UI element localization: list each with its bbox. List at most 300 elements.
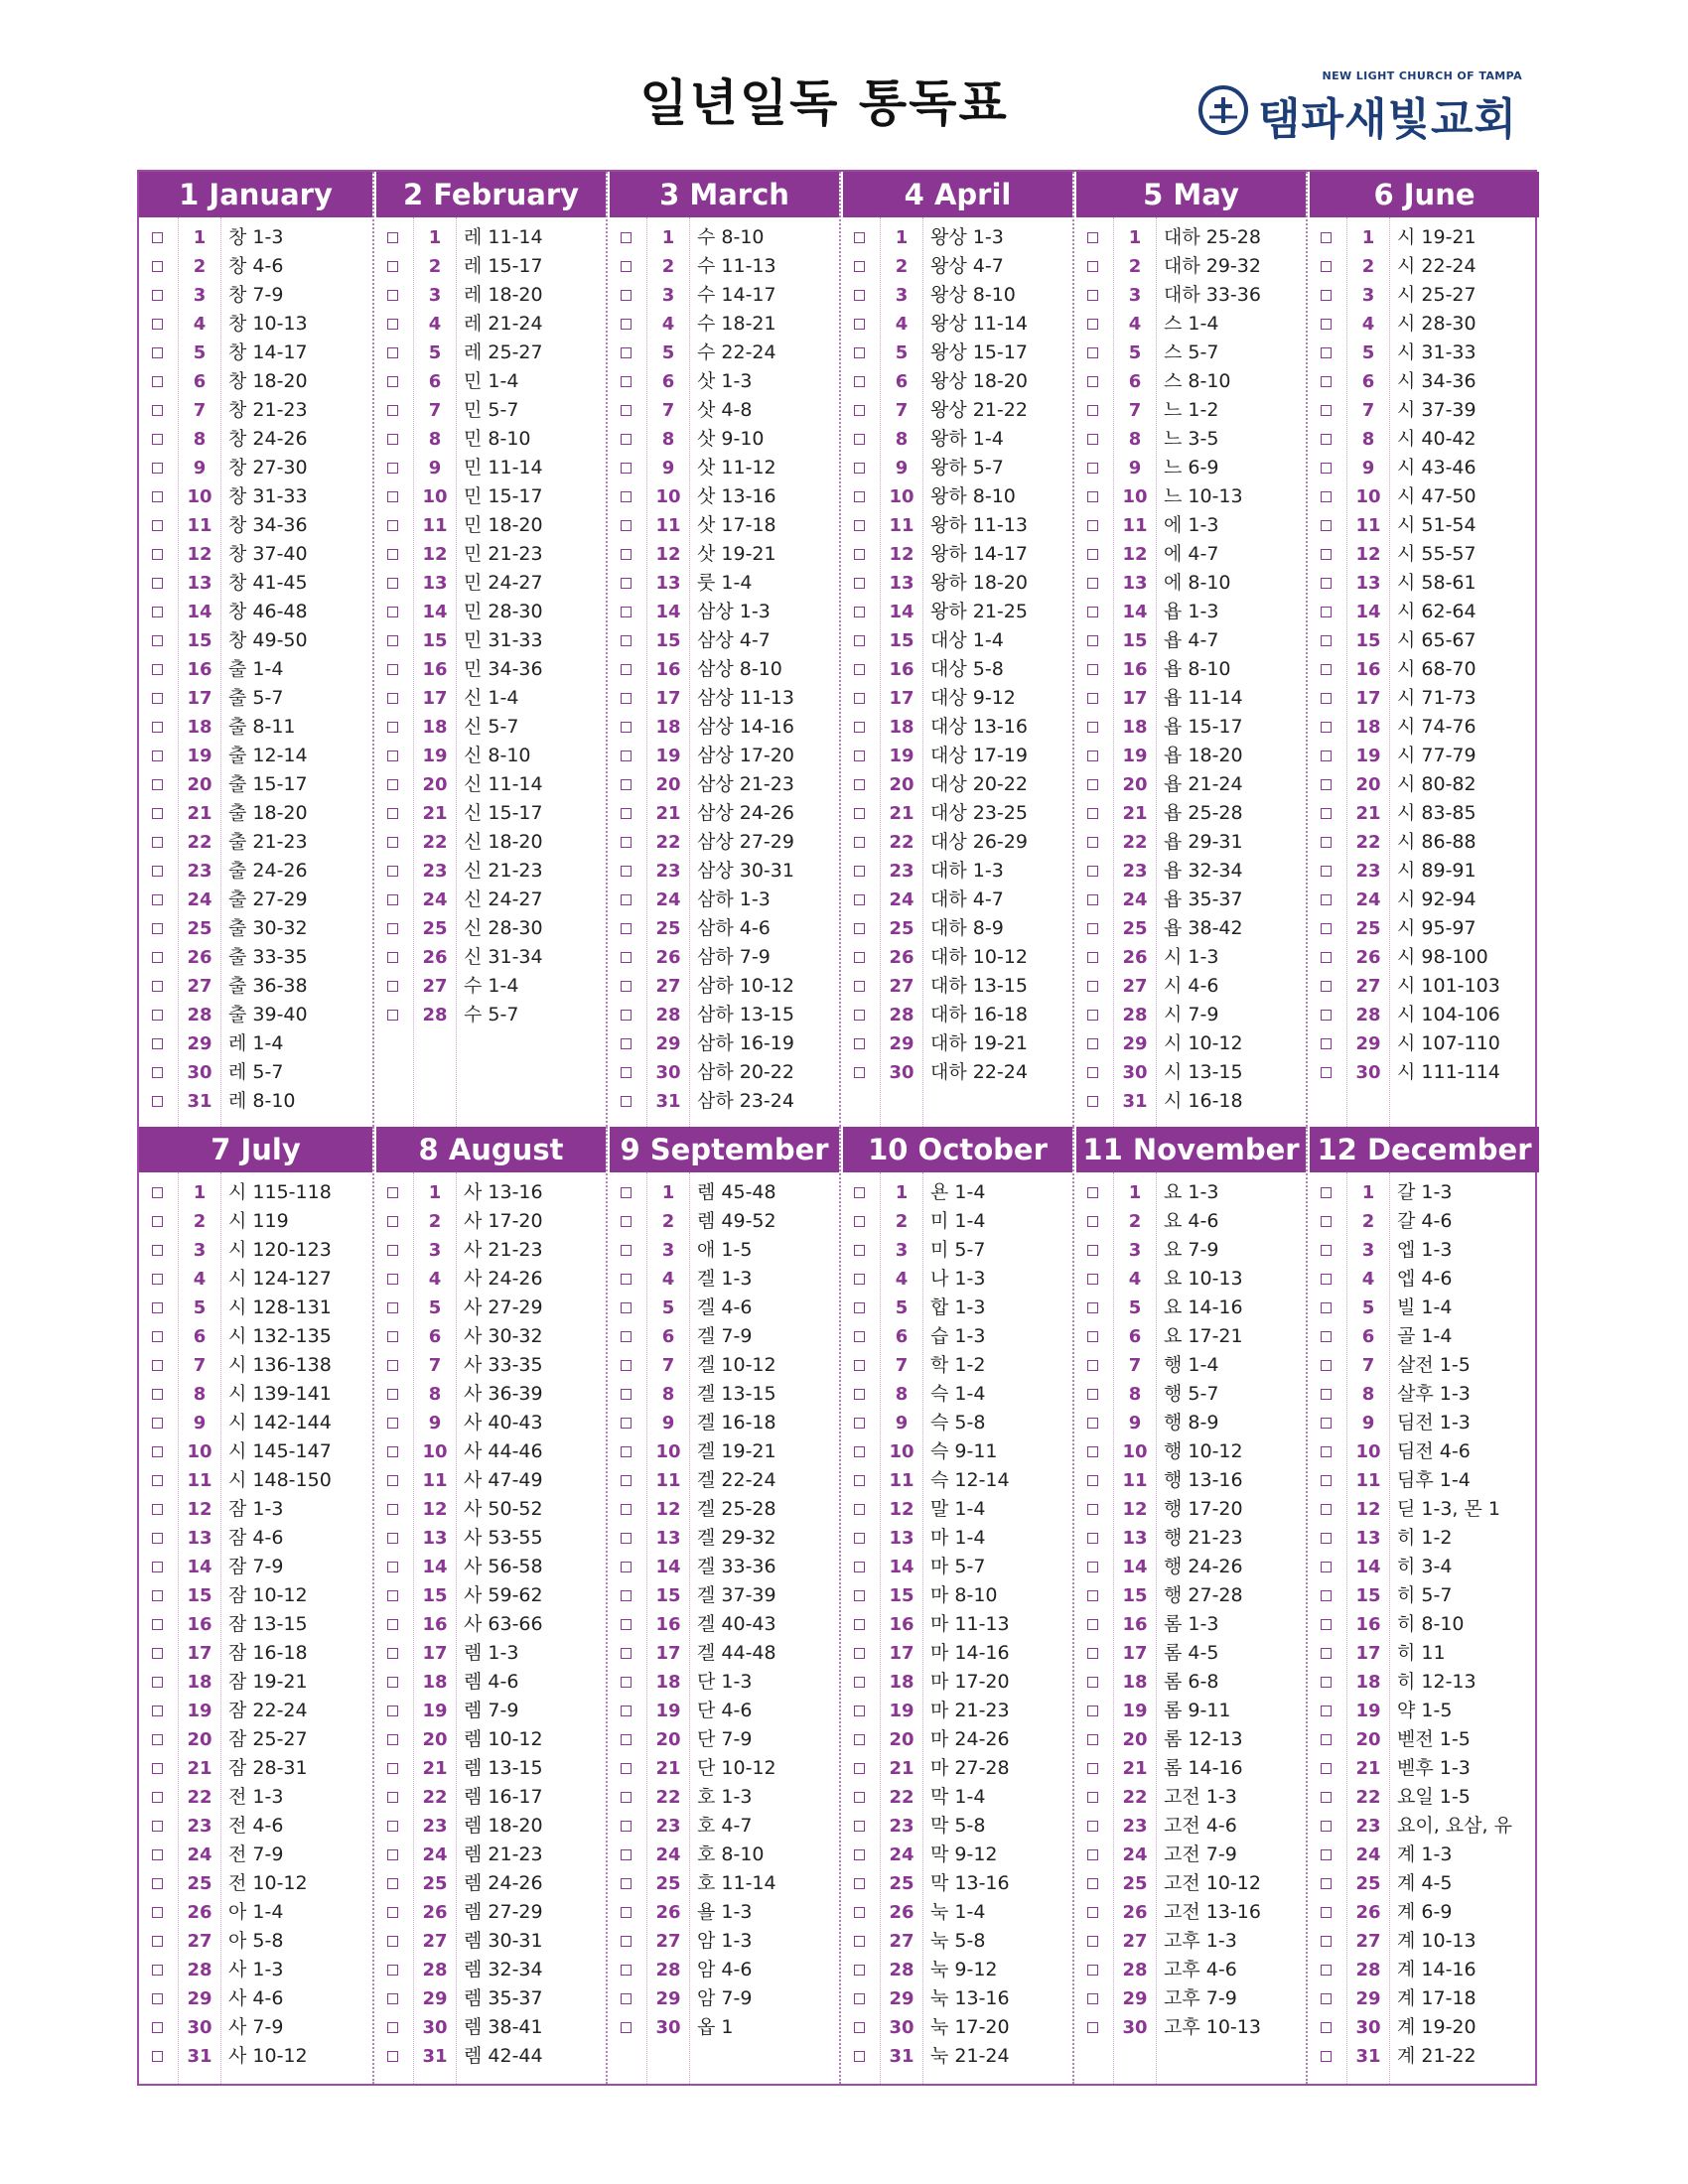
day-checkbox[interactable] bbox=[854, 1331, 865, 1342]
day-checkbox[interactable] bbox=[1321, 722, 1332, 733]
day-checkbox[interactable] bbox=[387, 894, 398, 905]
day-checkbox[interactable] bbox=[621, 1418, 632, 1429]
day-checkbox[interactable] bbox=[854, 232, 865, 243]
day-checkbox[interactable] bbox=[1321, 261, 1332, 272]
day-checkbox[interactable] bbox=[387, 1907, 398, 1918]
day-checkbox[interactable] bbox=[387, 1331, 398, 1342]
day-checkbox[interactable] bbox=[1321, 1067, 1332, 1078]
day-checkbox[interactable] bbox=[152, 693, 163, 704]
day-checkbox[interactable] bbox=[152, 1067, 163, 1078]
day-checkbox[interactable] bbox=[854, 923, 865, 934]
day-checkbox[interactable] bbox=[152, 981, 163, 992]
day-checkbox[interactable] bbox=[1321, 1648, 1332, 1659]
day-checkbox[interactable] bbox=[1321, 952, 1332, 963]
day-checkbox[interactable] bbox=[387, 491, 398, 502]
day-checkbox[interactable] bbox=[1321, 923, 1332, 934]
day-checkbox[interactable] bbox=[1087, 1418, 1098, 1429]
day-checkbox[interactable] bbox=[1087, 1475, 1098, 1486]
day-checkbox[interactable] bbox=[387, 1010, 398, 1021]
day-checkbox[interactable] bbox=[854, 1792, 865, 1803]
day-checkbox[interactable] bbox=[854, 1763, 865, 1774]
day-checkbox[interactable] bbox=[854, 520, 865, 531]
day-checkbox[interactable] bbox=[1321, 1360, 1332, 1371]
day-checkbox[interactable] bbox=[1087, 866, 1098, 877]
day-checkbox[interactable] bbox=[387, 981, 398, 992]
day-checkbox[interactable] bbox=[387, 1792, 398, 1803]
day-checkbox[interactable] bbox=[152, 894, 163, 905]
day-checkbox[interactable] bbox=[152, 1096, 163, 1107]
day-checkbox[interactable] bbox=[1087, 376, 1098, 387]
day-checkbox[interactable] bbox=[854, 1965, 865, 1976]
day-checkbox[interactable] bbox=[1321, 808, 1332, 819]
day-checkbox[interactable] bbox=[621, 261, 632, 272]
day-checkbox[interactable] bbox=[621, 894, 632, 905]
day-checkbox[interactable] bbox=[387, 1274, 398, 1285]
day-checkbox[interactable] bbox=[1087, 635, 1098, 646]
day-checkbox[interactable] bbox=[152, 347, 163, 358]
day-checkbox[interactable] bbox=[854, 1648, 865, 1659]
day-checkbox[interactable] bbox=[1087, 1096, 1098, 1107]
day-checkbox[interactable] bbox=[387, 837, 398, 848]
day-checkbox[interactable] bbox=[1087, 1446, 1098, 1457]
day-checkbox[interactable] bbox=[1087, 1331, 1098, 1342]
day-checkbox[interactable] bbox=[1321, 1619, 1332, 1630]
day-checkbox[interactable] bbox=[152, 1274, 163, 1285]
day-checkbox[interactable] bbox=[152, 2022, 163, 2033]
day-checkbox[interactable] bbox=[854, 1590, 865, 1601]
day-checkbox[interactable] bbox=[854, 405, 865, 416]
day-checkbox[interactable] bbox=[387, 1475, 398, 1486]
day-checkbox[interactable] bbox=[1321, 549, 1332, 560]
day-checkbox[interactable] bbox=[152, 1038, 163, 1049]
day-checkbox[interactable] bbox=[1087, 232, 1098, 243]
day-checkbox[interactable] bbox=[387, 2051, 398, 2062]
day-checkbox[interactable] bbox=[1321, 635, 1332, 646]
day-checkbox[interactable] bbox=[387, 347, 398, 358]
day-checkbox[interactable] bbox=[1321, 578, 1332, 589]
day-checkbox[interactable] bbox=[387, 434, 398, 445]
day-checkbox[interactable] bbox=[387, 1965, 398, 1976]
day-checkbox[interactable] bbox=[1087, 981, 1098, 992]
day-checkbox[interactable] bbox=[152, 549, 163, 560]
day-checkbox[interactable] bbox=[621, 232, 632, 243]
day-checkbox[interactable] bbox=[854, 1038, 865, 1049]
day-checkbox[interactable] bbox=[1321, 1446, 1332, 1457]
day-checkbox[interactable] bbox=[854, 1418, 865, 1429]
day-checkbox[interactable] bbox=[854, 1302, 865, 1313]
day-checkbox[interactable] bbox=[152, 1734, 163, 1745]
day-checkbox[interactable] bbox=[387, 1878, 398, 1889]
day-checkbox[interactable] bbox=[854, 2022, 865, 2033]
day-checkbox[interactable] bbox=[387, 261, 398, 272]
day-checkbox[interactable] bbox=[621, 607, 632, 617]
day-checkbox[interactable] bbox=[387, 808, 398, 819]
day-checkbox[interactable] bbox=[854, 1216, 865, 1227]
day-checkbox[interactable] bbox=[621, 1216, 632, 1227]
day-checkbox[interactable] bbox=[621, 1360, 632, 1371]
day-checkbox[interactable] bbox=[1321, 1302, 1332, 1313]
day-checkbox[interactable] bbox=[387, 779, 398, 790]
day-checkbox[interactable] bbox=[621, 1187, 632, 1198]
day-checkbox[interactable] bbox=[1321, 434, 1332, 445]
day-checkbox[interactable] bbox=[387, 1245, 398, 1256]
day-checkbox[interactable] bbox=[1321, 319, 1332, 330]
day-checkbox[interactable] bbox=[621, 1965, 632, 1976]
day-checkbox[interactable] bbox=[1321, 347, 1332, 358]
day-checkbox[interactable] bbox=[1087, 1849, 1098, 1860]
day-checkbox[interactable] bbox=[1087, 1878, 1098, 1889]
day-checkbox[interactable] bbox=[152, 664, 163, 675]
day-checkbox[interactable] bbox=[854, 1010, 865, 1021]
day-checkbox[interactable] bbox=[387, 290, 398, 301]
day-checkbox[interactable] bbox=[621, 837, 632, 848]
day-checkbox[interactable] bbox=[387, 1504, 398, 1515]
day-checkbox[interactable] bbox=[1321, 1010, 1332, 1021]
day-checkbox[interactable] bbox=[621, 1936, 632, 1947]
day-checkbox[interactable] bbox=[854, 693, 865, 704]
day-checkbox[interactable] bbox=[1087, 664, 1098, 675]
day-checkbox[interactable] bbox=[621, 549, 632, 560]
day-checkbox[interactable] bbox=[621, 434, 632, 445]
day-checkbox[interactable] bbox=[152, 1936, 163, 1947]
day-checkbox[interactable] bbox=[387, 578, 398, 589]
day-checkbox[interactable] bbox=[1087, 1187, 1098, 1198]
day-checkbox[interactable] bbox=[152, 1763, 163, 1774]
day-checkbox[interactable] bbox=[1321, 1936, 1332, 1947]
day-checkbox[interactable] bbox=[1087, 1360, 1098, 1371]
day-checkbox[interactable] bbox=[1087, 894, 1098, 905]
day-checkbox[interactable] bbox=[854, 347, 865, 358]
day-checkbox[interactable] bbox=[387, 923, 398, 934]
day-checkbox[interactable] bbox=[152, 1562, 163, 1572]
day-checkbox[interactable] bbox=[152, 722, 163, 733]
day-checkbox[interactable] bbox=[1321, 2022, 1332, 2033]
day-checkbox[interactable] bbox=[387, 549, 398, 560]
day-checkbox[interactable] bbox=[1321, 1763, 1332, 1774]
day-checkbox[interactable] bbox=[621, 1533, 632, 1544]
day-checkbox[interactable] bbox=[1087, 837, 1098, 848]
day-checkbox[interactable] bbox=[1087, 1965, 1098, 1976]
day-checkbox[interactable] bbox=[1087, 1821, 1098, 1832]
day-checkbox[interactable] bbox=[152, 923, 163, 934]
day-checkbox[interactable] bbox=[1087, 722, 1098, 733]
day-checkbox[interactable] bbox=[621, 1562, 632, 1572]
day-checkbox[interactable] bbox=[854, 1993, 865, 2004]
day-checkbox[interactable] bbox=[387, 1648, 398, 1659]
day-checkbox[interactable] bbox=[1321, 837, 1332, 848]
day-checkbox[interactable] bbox=[1087, 751, 1098, 761]
day-checkbox[interactable] bbox=[1087, 1936, 1098, 1947]
day-checkbox[interactable] bbox=[387, 1360, 398, 1371]
day-checkbox[interactable] bbox=[1087, 434, 1098, 445]
day-checkbox[interactable] bbox=[621, 1274, 632, 1285]
day-checkbox[interactable] bbox=[1321, 1389, 1332, 1400]
day-checkbox[interactable] bbox=[621, 1302, 632, 1313]
day-checkbox[interactable] bbox=[1321, 491, 1332, 502]
day-checkbox[interactable] bbox=[621, 664, 632, 675]
day-checkbox[interactable] bbox=[1087, 1907, 1098, 1918]
day-checkbox[interactable] bbox=[854, 2051, 865, 2062]
day-checkbox[interactable] bbox=[1321, 232, 1332, 243]
day-checkbox[interactable] bbox=[1087, 693, 1098, 704]
day-checkbox[interactable] bbox=[1321, 376, 1332, 387]
day-checkbox[interactable] bbox=[621, 1734, 632, 1745]
day-checkbox[interactable] bbox=[1321, 1216, 1332, 1227]
day-checkbox[interactable] bbox=[621, 1038, 632, 1049]
day-checkbox[interactable] bbox=[621, 463, 632, 474]
day-checkbox[interactable] bbox=[387, 1677, 398, 1688]
day-checkbox[interactable] bbox=[1087, 1993, 1098, 2004]
day-checkbox[interactable] bbox=[387, 1533, 398, 1544]
day-checkbox[interactable] bbox=[1321, 463, 1332, 474]
day-checkbox[interactable] bbox=[387, 1216, 398, 1227]
day-checkbox[interactable] bbox=[152, 1302, 163, 1313]
day-checkbox[interactable] bbox=[1321, 1533, 1332, 1544]
day-checkbox[interactable] bbox=[387, 693, 398, 704]
day-checkbox[interactable] bbox=[621, 1331, 632, 1342]
day-checkbox[interactable] bbox=[1321, 2051, 1332, 2062]
day-checkbox[interactable] bbox=[152, 1677, 163, 1688]
day-checkbox[interactable] bbox=[1321, 1274, 1332, 1285]
day-checkbox[interactable] bbox=[854, 1849, 865, 1860]
day-checkbox[interactable] bbox=[1321, 1965, 1332, 1976]
day-checkbox[interactable] bbox=[854, 261, 865, 272]
day-checkbox[interactable] bbox=[621, 1648, 632, 1659]
day-checkbox[interactable] bbox=[1321, 1821, 1332, 1832]
day-checkbox[interactable] bbox=[1321, 1792, 1332, 1803]
day-checkbox[interactable] bbox=[1321, 1504, 1332, 1515]
day-checkbox[interactable] bbox=[854, 491, 865, 502]
day-checkbox[interactable] bbox=[152, 2051, 163, 2062]
day-checkbox[interactable] bbox=[621, 405, 632, 416]
day-checkbox[interactable] bbox=[387, 319, 398, 330]
day-checkbox[interactable] bbox=[1087, 1245, 1098, 1256]
day-checkbox[interactable] bbox=[621, 319, 632, 330]
day-checkbox[interactable] bbox=[387, 1763, 398, 1774]
day-checkbox[interactable] bbox=[854, 463, 865, 474]
day-checkbox[interactable] bbox=[152, 1245, 163, 1256]
day-checkbox[interactable] bbox=[152, 290, 163, 301]
day-checkbox[interactable] bbox=[387, 1446, 398, 1457]
day-checkbox[interactable] bbox=[854, 952, 865, 963]
day-checkbox[interactable] bbox=[1087, 1706, 1098, 1716]
day-checkbox[interactable] bbox=[152, 376, 163, 387]
day-checkbox[interactable] bbox=[387, 1590, 398, 1601]
day-checkbox[interactable] bbox=[1321, 866, 1332, 877]
day-checkbox[interactable] bbox=[854, 779, 865, 790]
day-checkbox[interactable] bbox=[854, 894, 865, 905]
day-checkbox[interactable] bbox=[152, 232, 163, 243]
day-checkbox[interactable] bbox=[1321, 1993, 1332, 2004]
day-checkbox[interactable] bbox=[387, 1706, 398, 1716]
day-checkbox[interactable] bbox=[1087, 607, 1098, 617]
day-checkbox[interactable] bbox=[854, 290, 865, 301]
day-checkbox[interactable] bbox=[854, 837, 865, 848]
day-checkbox[interactable] bbox=[152, 1418, 163, 1429]
day-checkbox[interactable] bbox=[1087, 261, 1098, 272]
day-checkbox[interactable] bbox=[1087, 405, 1098, 416]
day-checkbox[interactable] bbox=[1321, 1331, 1332, 1342]
day-checkbox[interactable] bbox=[621, 1245, 632, 1256]
day-checkbox[interactable] bbox=[387, 1187, 398, 1198]
day-checkbox[interactable] bbox=[1321, 1187, 1332, 1198]
day-checkbox[interactable] bbox=[1087, 1677, 1098, 1688]
day-checkbox[interactable] bbox=[152, 1187, 163, 1198]
day-checkbox[interactable] bbox=[1321, 1590, 1332, 1601]
day-checkbox[interactable] bbox=[152, 1446, 163, 1457]
day-checkbox[interactable] bbox=[1087, 1619, 1098, 1630]
day-checkbox[interactable] bbox=[1321, 1734, 1332, 1745]
day-checkbox[interactable] bbox=[1087, 1389, 1098, 1400]
day-checkbox[interactable] bbox=[387, 1936, 398, 1947]
day-checkbox[interactable] bbox=[621, 635, 632, 646]
day-checkbox[interactable] bbox=[1087, 491, 1098, 502]
day-checkbox[interactable] bbox=[1087, 1067, 1098, 1078]
day-checkbox[interactable] bbox=[152, 1533, 163, 1544]
day-checkbox[interactable] bbox=[1087, 1302, 1098, 1313]
day-checkbox[interactable] bbox=[854, 434, 865, 445]
day-checkbox[interactable] bbox=[854, 1821, 865, 1832]
day-checkbox[interactable] bbox=[1321, 1849, 1332, 1860]
day-checkbox[interactable] bbox=[1321, 1878, 1332, 1889]
day-checkbox[interactable] bbox=[1087, 808, 1098, 819]
day-checkbox[interactable] bbox=[1087, 1038, 1098, 1049]
day-checkbox[interactable] bbox=[1087, 1504, 1098, 1515]
day-checkbox[interactable] bbox=[387, 1389, 398, 1400]
day-checkbox[interactable] bbox=[1087, 2022, 1098, 2033]
day-checkbox[interactable] bbox=[1087, 1734, 1098, 1745]
day-checkbox[interactable] bbox=[152, 319, 163, 330]
day-checkbox[interactable] bbox=[854, 1936, 865, 1947]
day-checkbox[interactable] bbox=[621, 1792, 632, 1803]
day-checkbox[interactable] bbox=[1087, 923, 1098, 934]
day-checkbox[interactable] bbox=[621, 1907, 632, 1918]
day-checkbox[interactable] bbox=[621, 981, 632, 992]
day-checkbox[interactable] bbox=[1087, 319, 1098, 330]
day-checkbox[interactable] bbox=[387, 1562, 398, 1572]
day-checkbox[interactable] bbox=[621, 1590, 632, 1601]
day-checkbox[interactable] bbox=[621, 578, 632, 589]
day-checkbox[interactable] bbox=[152, 1993, 163, 2004]
day-checkbox[interactable] bbox=[621, 491, 632, 502]
day-checkbox[interactable] bbox=[387, 664, 398, 675]
day-checkbox[interactable] bbox=[854, 376, 865, 387]
day-checkbox[interactable] bbox=[152, 779, 163, 790]
day-checkbox[interactable] bbox=[1321, 894, 1332, 905]
day-checkbox[interactable] bbox=[1087, 463, 1098, 474]
day-checkbox[interactable] bbox=[621, 779, 632, 790]
day-checkbox[interactable] bbox=[854, 981, 865, 992]
day-checkbox[interactable] bbox=[621, 1504, 632, 1515]
day-checkbox[interactable] bbox=[621, 1067, 632, 1078]
day-checkbox[interactable] bbox=[621, 923, 632, 934]
day-checkbox[interactable] bbox=[1087, 1274, 1098, 1285]
day-checkbox[interactable] bbox=[1087, 1562, 1098, 1572]
day-checkbox[interactable] bbox=[387, 376, 398, 387]
day-checkbox[interactable] bbox=[854, 319, 865, 330]
day-checkbox[interactable] bbox=[854, 808, 865, 819]
day-checkbox[interactable] bbox=[854, 1360, 865, 1371]
day-checkbox[interactable] bbox=[621, 722, 632, 733]
day-checkbox[interactable] bbox=[1321, 1907, 1332, 1918]
day-checkbox[interactable] bbox=[152, 578, 163, 589]
day-checkbox[interactable] bbox=[621, 751, 632, 761]
day-checkbox[interactable] bbox=[854, 664, 865, 675]
day-checkbox[interactable] bbox=[1321, 779, 1332, 790]
day-checkbox[interactable] bbox=[1087, 1533, 1098, 1544]
day-checkbox[interactable] bbox=[854, 1619, 865, 1630]
day-checkbox[interactable] bbox=[854, 751, 865, 761]
day-checkbox[interactable] bbox=[1087, 520, 1098, 531]
day-checkbox[interactable] bbox=[1321, 693, 1332, 704]
day-checkbox[interactable] bbox=[1087, 1792, 1098, 1803]
day-checkbox[interactable] bbox=[1087, 1648, 1098, 1659]
day-checkbox[interactable] bbox=[1321, 981, 1332, 992]
day-checkbox[interactable] bbox=[152, 491, 163, 502]
day-checkbox[interactable] bbox=[621, 2022, 632, 2033]
day-checkbox[interactable] bbox=[387, 635, 398, 646]
day-checkbox[interactable] bbox=[621, 1878, 632, 1889]
day-checkbox[interactable] bbox=[854, 1706, 865, 1716]
day-checkbox[interactable] bbox=[621, 347, 632, 358]
day-checkbox[interactable] bbox=[387, 1418, 398, 1429]
day-checkbox[interactable] bbox=[387, 405, 398, 416]
day-checkbox[interactable] bbox=[1321, 1677, 1332, 1688]
day-checkbox[interactable] bbox=[1087, 952, 1098, 963]
day-checkbox[interactable] bbox=[152, 866, 163, 877]
day-checkbox[interactable] bbox=[854, 1067, 865, 1078]
day-checkbox[interactable] bbox=[854, 635, 865, 646]
day-checkbox[interactable] bbox=[854, 1734, 865, 1745]
day-checkbox[interactable] bbox=[1321, 1562, 1332, 1572]
day-checkbox[interactable] bbox=[152, 1216, 163, 1227]
day-checkbox[interactable] bbox=[387, 463, 398, 474]
day-checkbox[interactable] bbox=[152, 1590, 163, 1601]
day-checkbox[interactable] bbox=[854, 1475, 865, 1486]
day-checkbox[interactable] bbox=[854, 1562, 865, 1572]
day-checkbox[interactable] bbox=[1321, 664, 1332, 675]
day-checkbox[interactable] bbox=[152, 751, 163, 761]
day-checkbox[interactable] bbox=[621, 1821, 632, 1832]
day-checkbox[interactable] bbox=[152, 1821, 163, 1832]
day-checkbox[interactable] bbox=[1087, 1216, 1098, 1227]
day-checkbox[interactable] bbox=[387, 1993, 398, 2004]
day-checkbox[interactable] bbox=[621, 952, 632, 963]
day-checkbox[interactable] bbox=[621, 1849, 632, 1860]
day-checkbox[interactable] bbox=[1321, 1038, 1332, 1049]
day-checkbox[interactable] bbox=[152, 405, 163, 416]
day-checkbox[interactable] bbox=[152, 1331, 163, 1342]
day-checkbox[interactable] bbox=[621, 1010, 632, 1021]
day-checkbox[interactable] bbox=[1087, 1010, 1098, 1021]
day-checkbox[interactable] bbox=[387, 520, 398, 531]
day-checkbox[interactable] bbox=[152, 463, 163, 474]
day-checkbox[interactable] bbox=[621, 866, 632, 877]
day-checkbox[interactable] bbox=[152, 1389, 163, 1400]
day-checkbox[interactable] bbox=[854, 1245, 865, 1256]
day-checkbox[interactable] bbox=[387, 952, 398, 963]
day-checkbox[interactable] bbox=[1321, 607, 1332, 617]
day-checkbox[interactable] bbox=[1087, 347, 1098, 358]
day-checkbox[interactable] bbox=[152, 635, 163, 646]
day-checkbox[interactable] bbox=[1321, 1418, 1332, 1429]
day-checkbox[interactable] bbox=[152, 1619, 163, 1630]
day-checkbox[interactable] bbox=[152, 808, 163, 819]
day-checkbox[interactable] bbox=[621, 1389, 632, 1400]
day-checkbox[interactable] bbox=[854, 1446, 865, 1457]
day-checkbox[interactable] bbox=[1321, 751, 1332, 761]
day-checkbox[interactable] bbox=[854, 578, 865, 589]
